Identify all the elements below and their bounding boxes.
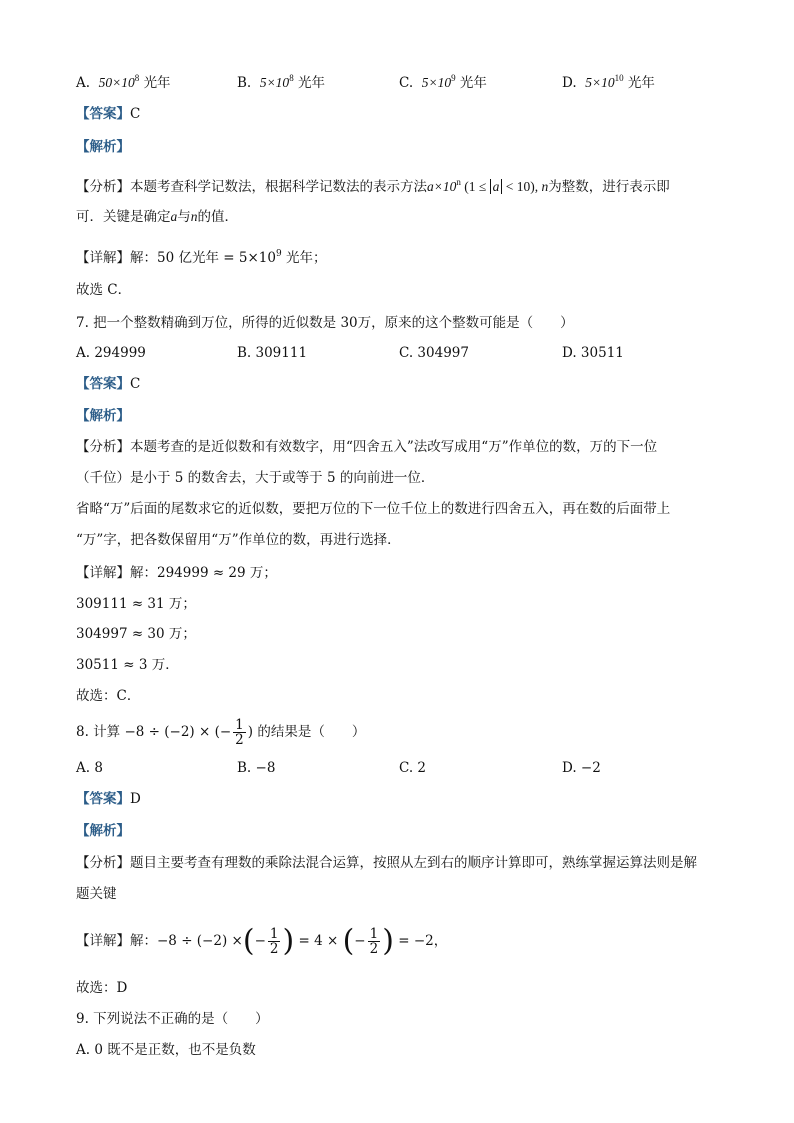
q8-fenxi-line1: 【分析】题目主要考查有理数的乘除法混合运算，按照从左到右的顺序计算即可，熟练掌握运算法则是解 — [76, 855, 697, 871]
q7-option-a: A. 294999 — [76, 345, 146, 361]
q7-answer: 【答案】C — [76, 376, 141, 392]
q7-detail-line4: 30511 ≈ 3 万． — [76, 657, 179, 673]
q8-detail-fraction-1: $\frac{1}{2}$ — [269, 926, 279, 957]
q7-fenxi-line3: 省略“万”后面的尾数求它的近似数，要把万位的下一位千位上的数进行四舍五入，再在数的后面带上 — [76, 501, 671, 517]
q9-stem: 9. 下列说法不正确的是（ ） — [76, 1011, 269, 1027]
q8-answer: 【答案】D — [76, 791, 141, 807]
q6-answer: 【答案】C — [76, 106, 141, 122]
q6-detail: 【详解】解：50 亿光年 = $5\times 10^9$ 光年； — [76, 249, 327, 266]
q8-stem-fraction: $\frac{1}{2}$ — [235, 717, 244, 748]
q7-detail-line3: 304997 ≈ 30 万； — [76, 626, 196, 642]
q6-choice: 故选 C． — [76, 282, 132, 298]
q7-option-c: C. 304997 — [399, 345, 469, 361]
q8-fenxi-line2: 题关键 — [76, 886, 117, 902]
q7-fenxi-line1: 【分析】本题考查的是近似数和有效数字，用“四舍五入”法改写成用“万”作单位的数，万的下一位 — [76, 439, 658, 455]
q8-option-d: D. −2 — [562, 760, 601, 776]
q8-detail: 【详解】解：−8 ÷ (−2) ×(− $\frac{1}{2}$ ) = 4 × (− $\frac{1}{2}$ ) = −2， — [76, 923, 448, 959]
q7-analysis-heading: 【解析】 — [76, 408, 130, 424]
q7-option-d: D. 30511 — [562, 345, 624, 361]
q9-option-a: A. 0 既不是正数，也不是负数 — [76, 1042, 256, 1058]
q6-option-c: C. $5\times 10^9$ 光年 — [399, 73, 487, 91]
q7-fenxi-line4: “万”字，把各数保留用“万”作单位的数，再进行选择． — [76, 532, 401, 548]
q6-option-d: D. $5\times 10^{10}$ 光年 — [562, 73, 655, 91]
q8-choice: 故选：D — [76, 980, 128, 996]
q6-analysis-heading: 【解析】 — [76, 139, 130, 155]
q7-stem: 7. 把一个整数精确到万位，所得的近似数是 30万，原来的这个整数可能是（ ） — [76, 315, 574, 331]
q6-fenxi-line1: 【分析】本题考查科学记数法，根据科学记数法的表示方法$a\times 10^n$ (1 ≤ a < 10), n为整数，进行表示即 — [76, 177, 670, 195]
q6-fenxi-line2: 可．关键是确定a与n的值． — [76, 209, 238, 225]
q7-choice: 故选：C． — [76, 688, 141, 704]
q8-option-b: B. −8 — [237, 760, 276, 776]
q7-fenxi-line2: （千位）是小于 5 的数舍去，大于或等于 5 的向前进一位． — [76, 470, 435, 486]
q8-detail-fraction-2: $\frac{1}{2}$ — [369, 926, 379, 957]
q8-option-a: A. 8 — [76, 760, 103, 776]
q6-option-b: B. $5\times 10^8$ 光年 — [237, 73, 325, 91]
q8-option-c: C. 2 — [399, 760, 427, 776]
q7-detail-line1: 【详解】解：294999 ≈ 29 万； — [76, 565, 277, 581]
q7-option-b: B. 309111 — [237, 345, 308, 361]
q8-stem: 8. 计算 −8 ÷ (−2) × (− $\frac{1}{2}$ ) 的结果是（ ） — [76, 717, 366, 748]
q8-analysis-heading: 【解析】 — [76, 823, 130, 839]
q7-detail-line2: 309111 ≈ 31 万； — [76, 596, 196, 612]
q6-option-a: A. $50\times 10^8$ 光年 — [76, 73, 171, 91]
